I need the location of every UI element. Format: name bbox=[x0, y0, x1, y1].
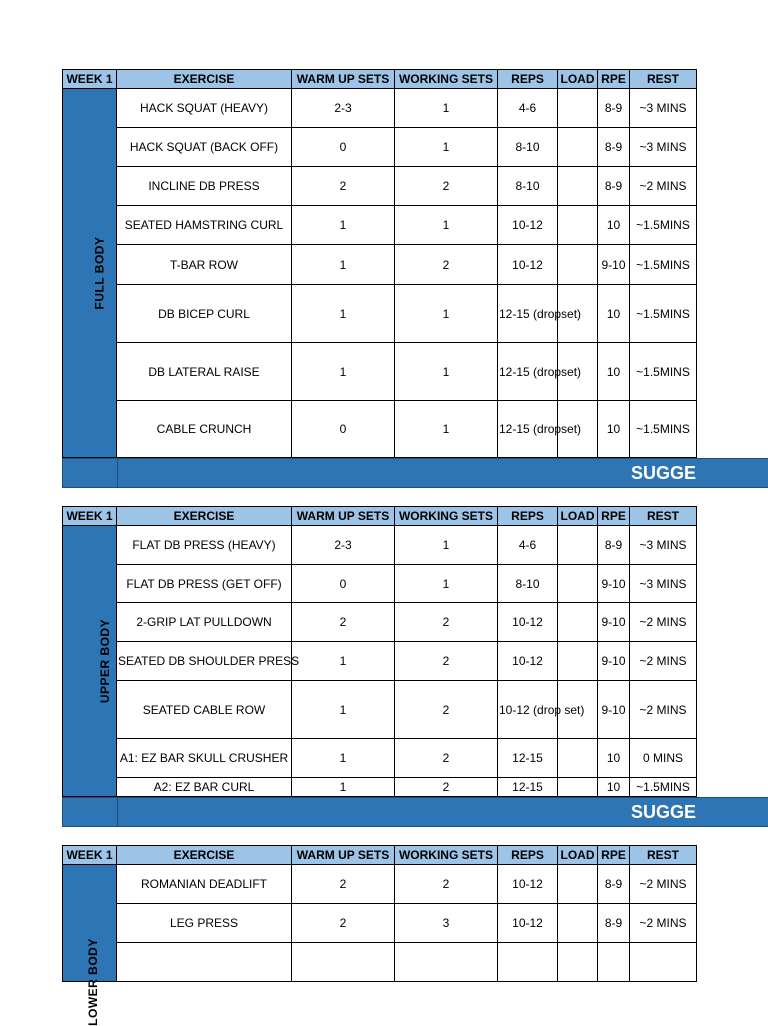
table-row bbox=[63, 565, 697, 603]
warmup-cell: 2 bbox=[292, 603, 395, 642]
header-warm-up-sets: WARM UP SETS bbox=[292, 846, 395, 865]
reps-cell: 12-15 bbox=[498, 778, 558, 797]
rpe-cell: 8-9 bbox=[598, 904, 630, 943]
header-exercise: EXERCISE bbox=[117, 507, 292, 526]
rpe-cell: 9-10 bbox=[598, 603, 630, 642]
week1-upper-body-table bbox=[62, 506, 697, 797]
header-row bbox=[63, 507, 697, 526]
reps-cell: 4-6 bbox=[498, 526, 558, 565]
working-cell: 1 bbox=[395, 285, 498, 343]
load-cell[interactable] bbox=[558, 778, 598, 797]
day-label-cell bbox=[63, 526, 117, 797]
working-cell: 1 bbox=[395, 206, 498, 245]
reps-cell: 12-15 (dropset) bbox=[498, 401, 558, 458]
day-label: LOWER BODY bbox=[85, 938, 100, 1026]
suggestion-label: SUGGE bbox=[631, 463, 697, 483]
working-cell: 2 bbox=[395, 681, 498, 739]
working-cell: 1 bbox=[395, 401, 498, 458]
load-cell[interactable] bbox=[558, 206, 598, 245]
exercise-cell: 2-GRIP LAT PULLDOWN bbox=[117, 603, 292, 642]
warmup-cell: 2-3 bbox=[292, 89, 395, 128]
exercise-cell: DB LATERAL RAISE bbox=[117, 343, 292, 401]
working-cell: 1 bbox=[395, 526, 498, 565]
suggestion-bar-divider bbox=[63, 798, 118, 826]
day-label: FULL BODY bbox=[92, 236, 107, 310]
working-cell: 2 bbox=[395, 778, 498, 797]
rest-cell: ~1.5MINS bbox=[630, 343, 697, 401]
load-cell[interactable] bbox=[558, 865, 598, 904]
warmup-cell: 2 bbox=[292, 865, 395, 904]
header-rpe: RPE bbox=[598, 70, 630, 89]
table-row bbox=[63, 904, 697, 943]
reps-cell: 10-12 (drop set) bbox=[498, 681, 558, 739]
table-row bbox=[63, 681, 697, 739]
load-cell[interactable] bbox=[558, 642, 598, 681]
reps-cell: 10-12 bbox=[498, 642, 558, 681]
load-cell[interactable] bbox=[558, 167, 598, 206]
reps-cell: 12-15 bbox=[498, 739, 558, 778]
suggestion-bar-divider bbox=[63, 459, 118, 487]
rest-cell bbox=[630, 943, 697, 982]
rpe-cell: 8-9 bbox=[598, 128, 630, 167]
rest-cell: ~2 MINS bbox=[630, 167, 697, 206]
table-row bbox=[63, 943, 697, 982]
warmup-cell: 0 bbox=[292, 401, 395, 458]
reps-cell: 10-12 bbox=[498, 603, 558, 642]
header-exercise: EXERCISE bbox=[117, 70, 292, 89]
load-cell[interactable] bbox=[558, 89, 598, 128]
working-cell: 1 bbox=[395, 89, 498, 128]
warmup-cell: 1 bbox=[292, 739, 395, 778]
reps-cell: 12-15 (dropset) bbox=[498, 343, 558, 401]
rest-cell: ~3 MINS bbox=[630, 128, 697, 167]
exercise-cell bbox=[117, 943, 292, 982]
day-label-cell bbox=[63, 865, 117, 1026]
rest-cell: ~3 MINS bbox=[630, 565, 697, 603]
header-load: LOAD bbox=[558, 507, 598, 526]
rpe-cell bbox=[598, 943, 630, 982]
reps-cell: 10-12 bbox=[498, 245, 558, 285]
reps-cell: 8-10 bbox=[498, 565, 558, 603]
header-working-sets: WORKING SETS bbox=[395, 70, 498, 89]
rpe-cell: 8-9 bbox=[598, 526, 630, 565]
warmup-cell: 1 bbox=[292, 642, 395, 681]
table-row bbox=[63, 285, 697, 343]
reps-cell: 12-15 (dropset) bbox=[498, 285, 558, 343]
reps-cell: 8-10 bbox=[498, 128, 558, 167]
reps-cell: 10-12 bbox=[498, 904, 558, 943]
load-cell[interactable] bbox=[558, 245, 598, 285]
table-row bbox=[63, 739, 697, 778]
rest-cell: ~2 MINS bbox=[630, 865, 697, 904]
exercise-cell: A2: EZ BAR CURL bbox=[117, 778, 292, 797]
table-row bbox=[63, 167, 697, 206]
week1-full-body-table bbox=[62, 69, 697, 458]
working-cell bbox=[395, 943, 498, 982]
header-rest: REST bbox=[630, 846, 697, 865]
reps-cell bbox=[498, 943, 558, 982]
suggestion-bar bbox=[62, 458, 768, 488]
table-row bbox=[63, 206, 697, 245]
load-cell[interactable] bbox=[558, 565, 598, 603]
exercise-cell: FLAT DB PRESS (HEAVY) bbox=[117, 526, 292, 565]
table-row bbox=[63, 526, 697, 565]
rpe-cell: 9-10 bbox=[598, 245, 630, 285]
suggestion-bar bbox=[62, 797, 768, 827]
rest-cell: 0 MINS bbox=[630, 739, 697, 778]
working-cell: 2 bbox=[395, 739, 498, 778]
rest-cell: ~3 MINS bbox=[630, 89, 697, 128]
warmup-cell: 1 bbox=[292, 681, 395, 739]
table-row bbox=[63, 401, 697, 458]
working-cell: 3 bbox=[395, 904, 498, 943]
header-working-sets: WORKING SETS bbox=[395, 507, 498, 526]
rest-cell: ~1.5MINS bbox=[630, 206, 697, 245]
week1-lower-body-table bbox=[62, 845, 697, 1026]
header-rpe: RPE bbox=[598, 507, 630, 526]
exercise-cell: T-BAR ROW bbox=[117, 245, 292, 285]
header-reps: REPS bbox=[498, 70, 558, 89]
exercise-cell: FLAT DB PRESS (GET OFF) bbox=[117, 565, 292, 603]
load-cell[interactable] bbox=[558, 128, 598, 167]
week1-lower-body-clip bbox=[0, 845, 768, 1026]
table-row bbox=[63, 343, 697, 401]
rest-cell: ~1.5MINS bbox=[630, 778, 697, 797]
rpe-cell: 8-9 bbox=[598, 89, 630, 128]
rest-cell: ~2 MINS bbox=[630, 603, 697, 642]
day-label-cell bbox=[63, 89, 117, 458]
load-cell[interactable] bbox=[558, 603, 598, 642]
warmup-cell: 2 bbox=[292, 904, 395, 943]
header-rest: REST bbox=[630, 70, 697, 89]
warmup-cell: 0 bbox=[292, 565, 395, 603]
table-row bbox=[63, 778, 697, 797]
rpe-cell: 10 bbox=[598, 343, 630, 401]
rest-cell: ~3 MINS bbox=[630, 526, 697, 565]
load-cell[interactable] bbox=[558, 943, 598, 982]
working-cell: 2 bbox=[395, 603, 498, 642]
working-cell: 2 bbox=[395, 167, 498, 206]
table-row bbox=[63, 89, 697, 128]
working-cell: 2 bbox=[395, 865, 498, 904]
exercise-cell: CABLE CRUNCH bbox=[117, 401, 292, 458]
load-cell[interactable] bbox=[558, 904, 598, 943]
exercise-cell: INCLINE DB PRESS bbox=[117, 167, 292, 206]
reps-cell: 10-12 bbox=[498, 865, 558, 904]
warmup-cell: 1 bbox=[292, 285, 395, 343]
header-week: WEEK 1 bbox=[63, 70, 117, 89]
table-row bbox=[63, 865, 697, 904]
load-cell[interactable] bbox=[558, 739, 598, 778]
warmup-cell: 1 bbox=[292, 245, 395, 285]
rest-cell: ~1.5MINS bbox=[630, 401, 697, 458]
rpe-cell: 9-10 bbox=[598, 681, 630, 739]
warmup-cell: 2 bbox=[292, 167, 395, 206]
header-row bbox=[63, 846, 697, 865]
rpe-cell: 10 bbox=[598, 285, 630, 343]
rpe-cell: 8-9 bbox=[598, 865, 630, 904]
header-row bbox=[63, 70, 697, 89]
working-cell: 2 bbox=[395, 245, 498, 285]
header-load: LOAD bbox=[558, 70, 598, 89]
working-cell: 1 bbox=[395, 343, 498, 401]
reps-cell: 10-12 bbox=[498, 206, 558, 245]
rest-cell: ~1.5MINS bbox=[630, 245, 697, 285]
working-cell: 1 bbox=[395, 128, 498, 167]
table-row bbox=[63, 128, 697, 167]
working-cell: 1 bbox=[395, 565, 498, 603]
header-week: WEEK 1 bbox=[63, 507, 117, 526]
rpe-cell: 9-10 bbox=[598, 642, 630, 681]
rpe-cell: 10 bbox=[598, 778, 630, 797]
rpe-cell: 8-9 bbox=[598, 167, 630, 206]
working-cell: 2 bbox=[395, 642, 498, 681]
reps-cell: 8-10 bbox=[498, 167, 558, 206]
header-reps: REPS bbox=[498, 846, 558, 865]
exercise-cell: ROMANIAN DEADLIFT bbox=[117, 865, 292, 904]
rpe-cell: 9-10 bbox=[598, 565, 630, 603]
rpe-cell: 10 bbox=[598, 401, 630, 458]
table-row bbox=[63, 245, 697, 285]
day-label: UPPER BODY bbox=[98, 618, 113, 704]
rest-cell: ~2 MINS bbox=[630, 642, 697, 681]
exercise-cell: LEG PRESS bbox=[117, 904, 292, 943]
warmup-cell: 1 bbox=[292, 778, 395, 797]
table-row bbox=[63, 603, 697, 642]
rest-cell: ~1.5MINS bbox=[630, 285, 697, 343]
warmup-cell: 1 bbox=[292, 206, 395, 245]
warmup-cell: 0 bbox=[292, 128, 395, 167]
header-working-sets: WORKING SETS bbox=[395, 846, 498, 865]
load-cell[interactable] bbox=[558, 526, 598, 565]
warmup-cell: 1 bbox=[292, 343, 395, 401]
exercise-cell: HACK SQUAT (BACK OFF) bbox=[117, 128, 292, 167]
header-warm-up-sets: WARM UP SETS bbox=[292, 70, 395, 89]
header-week: WEEK 1 bbox=[63, 846, 117, 865]
exercise-cell: A1: EZ BAR SKULL CRUSHER bbox=[117, 739, 292, 778]
suggestion-label: SUGGE bbox=[631, 802, 697, 822]
rest-cell: ~2 MINS bbox=[630, 904, 697, 943]
header-warm-up-sets: WARM UP SETS bbox=[292, 507, 395, 526]
warmup-cell: 2-3 bbox=[292, 526, 395, 565]
exercise-cell: SEATED DB SHOULDER PRESS bbox=[117, 642, 292, 681]
table-row bbox=[63, 642, 697, 681]
exercise-cell: DB BICEP CURL bbox=[117, 285, 292, 343]
header-reps: REPS bbox=[498, 507, 558, 526]
exercise-cell: SEATED CABLE ROW bbox=[117, 681, 292, 739]
exercise-cell: HACK SQUAT (HEAVY) bbox=[117, 89, 292, 128]
warmup-cell bbox=[292, 943, 395, 982]
exercise-cell: SEATED HAMSTRING CURL bbox=[117, 206, 292, 245]
rpe-cell: 10 bbox=[598, 206, 630, 245]
header-load: LOAD bbox=[558, 846, 598, 865]
rest-cell: ~2 MINS bbox=[630, 681, 697, 739]
header-rpe: RPE bbox=[598, 846, 630, 865]
header-rest: REST bbox=[630, 507, 697, 526]
rpe-cell: 10 bbox=[598, 739, 630, 778]
header-exercise: EXERCISE bbox=[117, 846, 292, 865]
reps-cell: 4-6 bbox=[498, 89, 558, 128]
